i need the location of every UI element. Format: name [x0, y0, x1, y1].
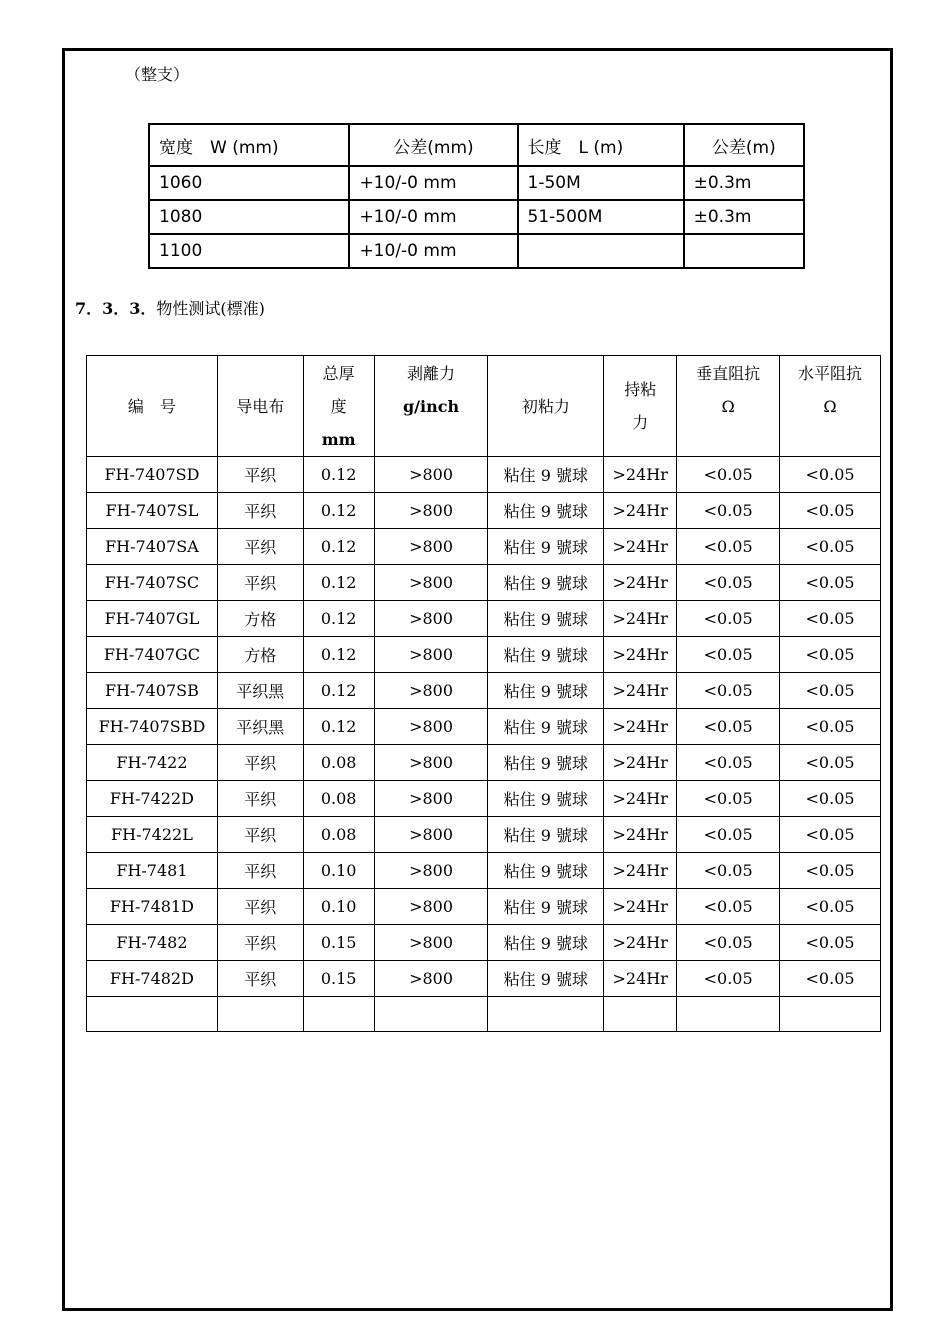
table-row: [87, 493, 881, 529]
hold-cell: >24Hr: [604, 925, 677, 961]
section-heading: [75, 296, 265, 319]
horizontal-resistance-cell: <0.05: [780, 853, 881, 889]
dimensions-row: [149, 234, 804, 268]
thickness-cell: 0.12: [303, 529, 374, 565]
peel-cell: >800: [374, 817, 488, 853]
dimensions-cell: 1-50M: [518, 166, 684, 200]
fabric-cell: 平织: [217, 457, 303, 493]
hold-cell: >24Hr: [604, 637, 677, 673]
peel-cell: >800: [374, 853, 488, 889]
code-cell: FH-7407SL: [87, 493, 218, 529]
peel-header-unit: g/inch: [402, 396, 460, 416]
tack-cell: 粘住 9 號球: [488, 817, 604, 853]
vertical-resistance-cell: <0.05: [677, 745, 780, 781]
peel-cell: >800: [374, 709, 488, 745]
empty-cell: [303, 997, 374, 1032]
peel-cell: >800: [374, 637, 488, 673]
peel-cell: >800: [374, 565, 488, 601]
thickness-cell: 0.12: [303, 457, 374, 493]
thickness-cell: 0.12: [303, 673, 374, 709]
length-header: 长度 L (m): [518, 124, 684, 166]
table-row: [87, 817, 881, 853]
code-cell: FH-7481D: [87, 889, 218, 925]
hold-cell: >24Hr: [604, 565, 677, 601]
dimensions-cell: [518, 234, 684, 268]
tack-cell: 粘住 9 號球: [488, 637, 604, 673]
peel-header-label: 剥離力: [407, 363, 456, 383]
peel-cell: >800: [374, 889, 488, 925]
empty-cell: [87, 997, 218, 1032]
horizontal-resistance-cell: <0.05: [780, 889, 881, 925]
tack-cell: 粘住 9 號球: [488, 673, 604, 709]
code-header: 编 号: [87, 356, 218, 457]
empty-cell: [780, 997, 881, 1032]
horizontal-header-label: 水平阻抗: [798, 363, 863, 383]
dimensions-table: [148, 123, 805, 269]
hold-cell: >24Hr: [604, 817, 677, 853]
tack-cell: 粘住 9 號球: [488, 889, 604, 925]
section-number: 7．3．3．: [75, 299, 157, 318]
hold-cell: >24Hr: [604, 745, 677, 781]
tack-cell: 粘住 9 號球: [488, 745, 604, 781]
table-row: [87, 457, 881, 493]
peel-cell: >800: [374, 529, 488, 565]
width-tolerance-header: 公差(mm): [349, 124, 517, 166]
vertical-resistance-cell: <0.05: [677, 961, 780, 997]
vertical-resistance-cell: <0.05: [677, 925, 780, 961]
width-header: 宽度 W (mm): [149, 124, 349, 166]
horizontal-header-unit: Ω: [823, 396, 837, 416]
vertical-resistance-cell: <0.05: [677, 673, 780, 709]
vertical-resistance-cell: <0.05: [677, 781, 780, 817]
code-cell: FH-7407GL: [87, 601, 218, 637]
dimensions-cell: +10/-0 mm: [349, 200, 517, 234]
table-row: [87, 565, 881, 601]
horizontal-resistance-cell: <0.05: [780, 493, 881, 529]
thickness-cell: 0.12: [303, 565, 374, 601]
hold-cell: >24Hr: [604, 961, 677, 997]
code-cell: FH-7482D: [87, 961, 218, 997]
thickness-cell: 0.08: [303, 745, 374, 781]
vertical-resistance-cell: <0.05: [677, 493, 780, 529]
horizontal-resistance-cell: <0.05: [780, 709, 881, 745]
tack-cell: 粘住 9 號球: [488, 565, 604, 601]
thickness-header-line2: 度: [330, 396, 347, 416]
thickness-cell: 0.12: [303, 493, 374, 529]
tack-cell: 粘住 9 號球: [488, 961, 604, 997]
empty-cell: [374, 997, 488, 1032]
intro-text: （整支）: [125, 65, 190, 84]
hold-cell: >24Hr: [604, 673, 677, 709]
vertical-resistance-cell: <0.05: [677, 601, 780, 637]
tack-cell: 粘住 9 號球: [488, 529, 604, 565]
length-tolerance-header: 公差(m): [684, 124, 804, 166]
tack-cell: 粘住 9 號球: [488, 493, 604, 529]
vertical-resistance-header: [677, 356, 780, 457]
fabric-cell: 平织: [217, 817, 303, 853]
horizontal-resistance-cell: <0.05: [780, 817, 881, 853]
vertical-resistance-cell: <0.05: [677, 709, 780, 745]
dimensions-cell: 1080: [149, 200, 349, 234]
peel-cell: >800: [374, 493, 488, 529]
fabric-cell: 平织黑: [217, 709, 303, 745]
empty-cell: [677, 997, 780, 1032]
thickness-header: [303, 356, 374, 457]
code-cell: FH-7407SBD: [87, 709, 218, 745]
hold-cell: >24Hr: [604, 529, 677, 565]
table-row: [87, 601, 881, 637]
horizontal-resistance-cell: <0.05: [780, 745, 881, 781]
tack-cell: 粘住 9 號球: [488, 457, 604, 493]
fabric-cell: 平织: [217, 925, 303, 961]
thickness-header-unit: mm: [321, 429, 356, 449]
table-row: [87, 673, 881, 709]
dimensions-cell: 1100: [149, 234, 349, 268]
horizontal-resistance-cell: <0.05: [780, 637, 881, 673]
dimensions-cell: 1060: [149, 166, 349, 200]
thickness-cell: 0.12: [303, 601, 374, 637]
peel-cell: >800: [374, 601, 488, 637]
dimensions-row: [149, 166, 804, 200]
table-row: [87, 925, 881, 961]
thickness-cell: 0.08: [303, 817, 374, 853]
dimensions-header-row: [149, 124, 804, 166]
thickness-cell: 0.15: [303, 925, 374, 961]
vertical-resistance-cell: <0.05: [677, 889, 780, 925]
fabric-cell: 方格: [217, 601, 303, 637]
thickness-cell: 0.12: [303, 637, 374, 673]
peel-header: [374, 356, 488, 457]
fabric-header: 导电布: [217, 356, 303, 457]
vertical-header-unit: Ω: [721, 396, 735, 416]
thickness-cell: 0.10: [303, 889, 374, 925]
empty-row: [87, 997, 881, 1032]
hold-cell: >24Hr: [604, 709, 677, 745]
horizontal-resistance-cell: <0.05: [780, 565, 881, 601]
horizontal-resistance-cell: <0.05: [780, 457, 881, 493]
hold-cell: >24Hr: [604, 853, 677, 889]
fabric-cell: 平织: [217, 781, 303, 817]
table-row: [87, 529, 881, 565]
horizontal-resistance-cell: <0.05: [780, 781, 881, 817]
dimensions-cell: ±0.3m: [684, 200, 804, 234]
code-cell: FH-7407SD: [87, 457, 218, 493]
vertical-resistance-cell: <0.05: [677, 637, 780, 673]
fabric-cell: 平织: [217, 853, 303, 889]
thickness-cell: 0.10: [303, 853, 374, 889]
table-row: [87, 889, 881, 925]
table-row: [87, 637, 881, 673]
table-row: [87, 781, 881, 817]
vertical-resistance-cell: <0.05: [677, 565, 780, 601]
horizontal-resistance-cell: <0.05: [780, 529, 881, 565]
properties-header-row: [87, 356, 881, 457]
hold-cell: >24Hr: [604, 493, 677, 529]
fabric-cell: 平织: [217, 493, 303, 529]
tack-cell: 粘住 9 號球: [488, 709, 604, 745]
peel-cell: >800: [374, 745, 488, 781]
dimensions-row: [149, 200, 804, 234]
hold-header: [604, 356, 677, 457]
dimensions-cell: +10/-0 mm: [349, 166, 517, 200]
fabric-cell: 平织: [217, 529, 303, 565]
thickness-cell: 0.08: [303, 781, 374, 817]
hold-header-line2: 力: [632, 413, 649, 432]
horizontal-resistance-cell: <0.05: [780, 961, 881, 997]
fabric-cell: 平织: [217, 565, 303, 601]
tack-cell: 粘住 9 號球: [488, 781, 604, 817]
empty-cell: [488, 997, 604, 1032]
horizontal-resistance-cell: <0.05: [780, 673, 881, 709]
dimensions-cell: 51-500M: [518, 200, 684, 234]
peel-cell: >800: [374, 961, 488, 997]
fabric-cell: 平织: [217, 961, 303, 997]
table-row: [87, 853, 881, 889]
table-row: [87, 709, 881, 745]
dimensions-cell: [684, 234, 804, 268]
fabric-cell: 平织: [217, 745, 303, 781]
code-cell: FH-7422L: [87, 817, 218, 853]
vertical-resistance-cell: <0.05: [677, 817, 780, 853]
tack-cell: 粘住 9 號球: [488, 853, 604, 889]
vertical-resistance-cell: <0.05: [677, 853, 780, 889]
code-cell: FH-7407SC: [87, 565, 218, 601]
table-row: [87, 961, 881, 997]
empty-cell: [217, 997, 303, 1032]
dimensions-cell: ±0.3m: [684, 166, 804, 200]
code-cell: FH-7407SB: [87, 673, 218, 709]
tack-cell: 粘住 9 號球: [488, 601, 604, 637]
thickness-cell: 0.15: [303, 961, 374, 997]
hold-cell: >24Hr: [604, 889, 677, 925]
peel-cell: >800: [374, 781, 488, 817]
hold-cell: >24Hr: [604, 457, 677, 493]
tack-cell: 粘住 9 號球: [488, 925, 604, 961]
code-cell: FH-7422: [87, 745, 218, 781]
hold-cell: >24Hr: [604, 781, 677, 817]
section-title: 物性测试(標准): [156, 299, 265, 318]
code-cell: FH-7482: [87, 925, 218, 961]
hold-cell: >24Hr: [604, 601, 677, 637]
vertical-resistance-cell: <0.05: [677, 529, 780, 565]
horizontal-resistance-cell: <0.05: [780, 601, 881, 637]
horizontal-resistance-header: [780, 356, 881, 457]
horizontal-resistance-cell: <0.05: [780, 925, 881, 961]
code-cell: FH-7407SA: [87, 529, 218, 565]
fabric-cell: 平织黑: [217, 673, 303, 709]
empty-cell: [604, 997, 677, 1032]
hold-header-line1: 持粘: [624, 380, 657, 399]
peel-cell: >800: [374, 673, 488, 709]
thickness-header-line1: 总厚: [322, 363, 355, 383]
peel-cell: >800: [374, 457, 488, 493]
tack-header: 初粘力: [488, 356, 604, 457]
table-row: [87, 745, 881, 781]
thickness-cell: 0.12: [303, 709, 374, 745]
fabric-cell: 平织: [217, 889, 303, 925]
fabric-cell: 方格: [217, 637, 303, 673]
dimensions-cell: +10/-0 mm: [349, 234, 517, 268]
code-cell: FH-7481: [87, 853, 218, 889]
properties-table: [86, 355, 881, 1032]
vertical-resistance-cell: <0.05: [677, 457, 780, 493]
vertical-header-label: 垂直阻抗: [696, 363, 761, 383]
peel-cell: >800: [374, 925, 488, 961]
code-cell: FH-7422D: [87, 781, 218, 817]
code-cell: FH-7407GC: [87, 637, 218, 673]
